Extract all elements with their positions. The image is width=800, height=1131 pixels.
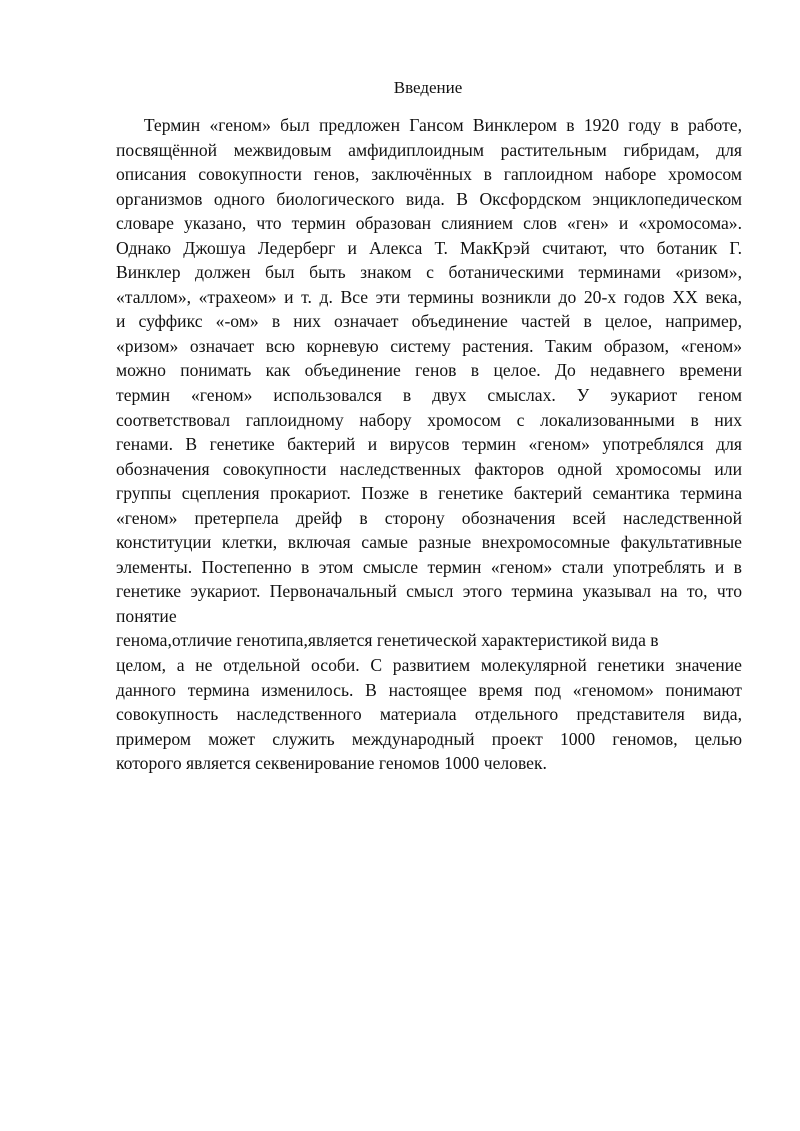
text-line: «ризом» означает всю корневую систему растения. Таким образом, «геном»	[116, 335, 742, 356]
text-line: «таллом», «трахеом» и т. д. Все эти термины возникли до 20-х годов XX века,	[116, 286, 742, 307]
text-line: обозначения совокупности наследственных факторов одной хромосомы или	[116, 458, 742, 479]
text-line: элементы. Постепенно в этом смысле термин «геном» стали употреблять и в	[116, 556, 742, 577]
text-line: понятие	[116, 605, 177, 626]
text-line: генома,отличие генотипа,является генетической характеристикой вида в	[116, 630, 659, 651]
text-line: описания совокупности генов, заключённых в гаплоидном наборе хромосом	[116, 164, 742, 185]
page-title: Введение	[393, 78, 463, 97]
text-line: генетике эукариот. Первоначальный смысл этого термина указывал на то, что	[116, 581, 742, 602]
text-line: «геном» претерпела дрейф в сторону обозначения всей наследственной	[116, 507, 742, 528]
text-line: можно понимать как объединение генов в целое. До недавнего времени	[116, 360, 742, 381]
text-line: целом, а не отдельной особи. С развитием молекулярной генетики значение	[116, 655, 742, 676]
text-line: и суффикс «-ом» в них означает объединение частей в целое, например,	[116, 311, 742, 332]
text-line: соответствовал гаплоидному набору хромосом с локализованными в них	[116, 409, 742, 430]
text-line: генами. В генетике бактерий и вирусов термин «геном» употреблялся для	[116, 434, 742, 455]
text-line: словаре указано, что термин образован слиянием слов «ген» и «хромосома».	[116, 213, 742, 234]
text-line: группы сцепления прокариот. Позже в генетике бактерий семантика термина	[116, 483, 742, 504]
text-line: Термин «геном» был предложен Гансом Винклером в 1920 году в работе,	[116, 115, 742, 135]
text-line: Винклер должен был быть знаком с ботаническими терминами «ризом»,	[116, 262, 742, 283]
text-line: совокупность наследственного материала отдельного представителя вида,	[116, 704, 742, 725]
text-line: посвящённой межвидовым амфидиплоидным растительным гибридам, для	[116, 139, 742, 160]
text-line: конституции клетки, включая самые разные внехромосомные факультативные	[116, 532, 742, 553]
text-line: термин «геном» использовался в двух смыслах. У эукариот геном	[116, 385, 742, 406]
text-line: данного термина изменилось. В настоящее время под «геномом» понимают	[116, 679, 742, 700]
body-text	[116, 113, 742, 776]
text-line: которого является секвенирование геномов 1000 человек.	[116, 753, 547, 774]
text-line: примером может служить международный проект 1000 геномов, целью	[116, 728, 742, 749]
text-line: Однако Джошуа Ледерберг и Алекса Т. МакКрэй считают, что ботаник Г.	[116, 237, 742, 258]
text-line: организмов одного биологического вида. В Оксфордском энциклопедическом	[116, 188, 742, 209]
